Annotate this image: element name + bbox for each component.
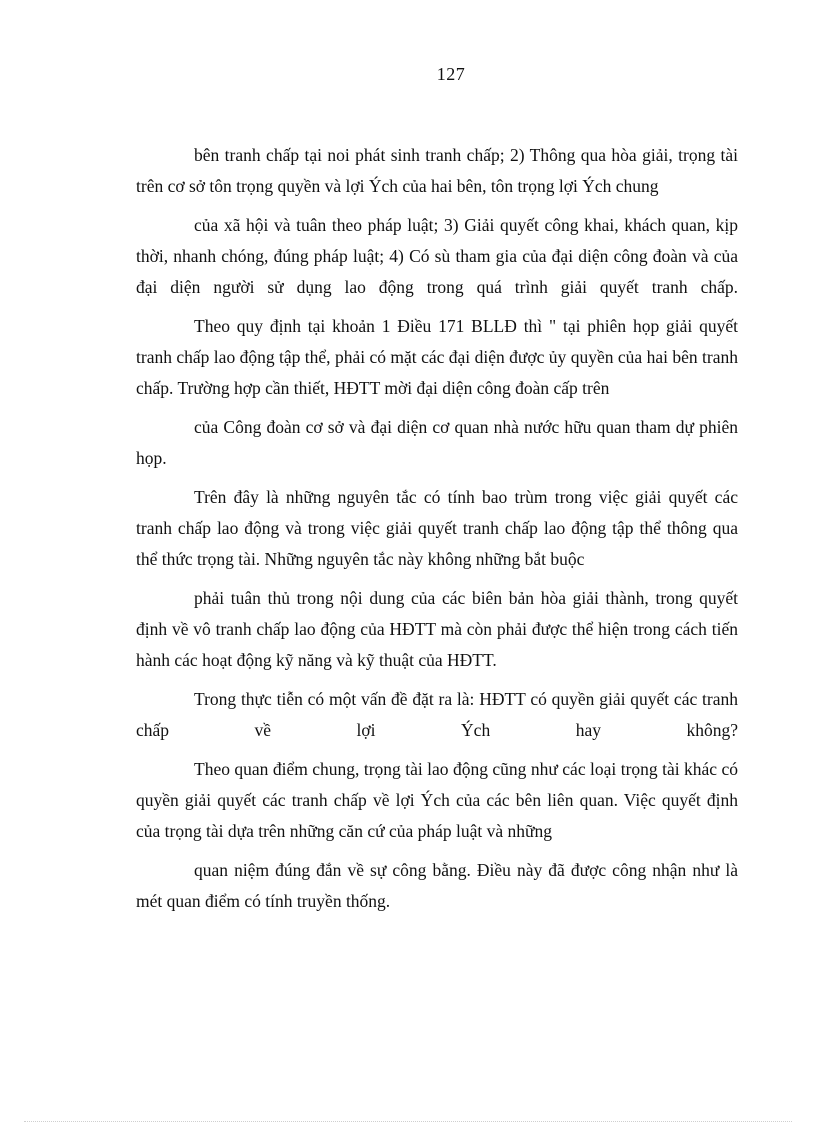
- paragraph-2: của xã hội và tuân theo pháp luật; 3) Giải quyết công khai, khách quan, kịp thời, nhanh chóng, đúng pháp luật; 4) Có sù tham gia của đại diện công đoàn và của đại diện người sử dụng lao động trong quá trình giải quyết tranh chấp.: [136, 215, 738, 297]
- paragraph-9: quan niệm đúng đắn về sự công bằng. Điều này đã được công nhận như là mét quan điểm có tính truyền thống.: [136, 860, 738, 911]
- paragraph-7: Trong thực tiễn có một vấn đề đặt ra là: HĐTT có quyền giải quyết các tranh chấp về lợi Ých hay không?: [136, 689, 738, 740]
- document-body: [136, 140, 738, 917]
- footer-dotted-rule: [24, 1121, 792, 1122]
- paragraph-5: Trên đây là những nguyên tắc có tính bao trùm trong việc giải quyết các tranh chấp lao động và trong việc giải quyết tranh chấp lao động tập thể thông qua thể thức trọng tài. Những nguyên tắc này không những bắt buộc: [136, 487, 738, 569]
- page-number: 127: [436, 64, 466, 84]
- paragraph-4: của Công đoàn cơ sở và đại diện cơ quan nhà nước hữu quan tham dự phiên họp.: [136, 417, 738, 468]
- paragraph-1: bên tranh chấp tại noi phát sinh tranh chấp; 2) Thông qua hòa giải, trọng tài trên cơ sở tôn trọng quyền và lợi Ých của hai bên, tôn trọng lợi Ých chung: [136, 145, 738, 196]
- paragraph-6: phải tuân thủ trong nội dung của các biên bản hòa giải thành, trong quyết định về vô tranh chấp lao động của HĐTT mà còn phải được thể hiện trong cách tiến hành các hoạt động kỹ năng và kỹ thuật của HĐTT.: [136, 588, 738, 670]
- paragraph-8: Theo quan điểm chung, trọng tài lao động cũng như các loại trọng tài khác có quyền giải quyết các tranh chấp về lợi Ých của các bên liên quan. Việc quyết định của trọng tài dựa trên những căn cứ của pháp luật và những: [136, 759, 738, 841]
- paragraph-3: Theo quy định tại khoản 1 Điều 171 BLLĐ thì " tại phiên họp giải quyết tranh chấp lao động tập thể, phải có mặt các đại diện được ủy quyền của hai bên tranh chấp. Trường hợp cần thiết, HĐTT mời đại diện công đoàn cấp trên: [136, 316, 738, 398]
